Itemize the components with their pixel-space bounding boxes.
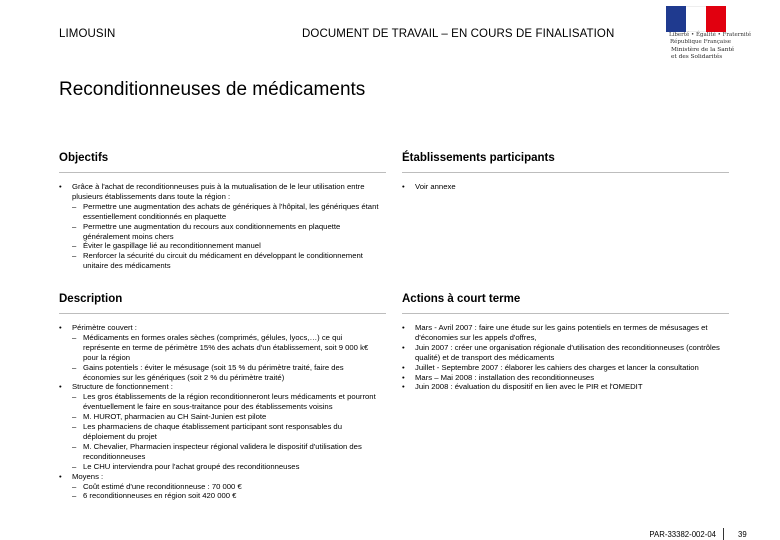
bullet-item: • Périmètre couvert : xyxy=(59,323,381,333)
sub-bullet-item: – Gains potentiels : éviter le mésusage (soit 15 % du périmètre traité, faire des économies sur les génériques (soit 2 % du périmètre traité) xyxy=(59,363,381,383)
document-status: DOCUMENT DE TRAVAIL – EN COURS DE FINALISATION xyxy=(302,28,615,40)
sub-bullet-item: – 6 reconditionneuses en région soit 420 000 € xyxy=(59,491,381,501)
actions-list xyxy=(402,323,724,392)
bullet-item: • Juillet - Septembre 2007 : élaborer les cahiers des charges et lancer la consultation xyxy=(402,363,724,373)
page-title: Reconditionneuses de médicaments xyxy=(59,79,366,100)
region-label: LIMOUSIN xyxy=(59,28,116,40)
ministry-logo xyxy=(664,6,752,60)
logo-ministry: Ministère de la Santé et des Solidarités xyxy=(671,47,735,60)
bullet-item: • Juin 2007 : créer une organisation régionale d'utilisation des reconditionneuses (contrôles qualité) et de transport des médicaments xyxy=(402,343,724,363)
marianne-flag-icon xyxy=(666,6,726,32)
sub-bullet-item: – M. Chevalier, Pharmacien inspecteur régional validera le dispositif d'utilisation des reconditionneuses xyxy=(59,442,381,462)
bullet-item: • Voir annexe xyxy=(402,182,724,192)
actions-heading: Actions à court terme xyxy=(402,293,521,305)
logo-motto: Liberté • Égalité • Fraternité xyxy=(669,32,752,38)
page-number: 39 xyxy=(738,530,747,539)
sub-bullet-item: – Coût estimé d'une reconditionneuse : 70 000 € xyxy=(59,482,381,492)
etablissements-list xyxy=(402,182,724,192)
bullet-item: • Mars - Avril 2007 : faire une étude sur les gains potentiels en termes de mésusages et d'économies sur les appels d'offres, xyxy=(402,323,724,343)
actions-divider xyxy=(402,313,729,314)
description-heading: Description xyxy=(59,293,123,305)
footer-divider xyxy=(723,528,724,540)
sub-bullet-item: – Renforcer la sécurité du circuit du médicament en développant le conditionnement unitaire des médicaments xyxy=(59,251,381,271)
bullet-item: • Juin 2008 : évaluation du dispositif en lien avec le PIR et l'OMEDIT xyxy=(402,382,724,392)
logo-republic: République Française xyxy=(670,39,732,45)
sub-bullet-item: – Les gros établissements de la région reconditionneront leurs médicaments et pourront éventuellement le faire en sous-traitance pour des établissements voisins xyxy=(59,392,381,412)
sub-bullet-item: – Permettre une augmentation du recours aux conditionnements en plaquette généralement moins chers xyxy=(59,222,381,242)
sub-bullet-item: – Médicaments en formes orales sèches (comprimés, gélules, lyocs,…) ce qui représente en terme de périmètre 15% des achats d'un établissement, soit 9 000 k€ pour la région xyxy=(59,333,381,363)
sub-bullet-item: – Éviter le gaspillage lié au reconditionnement manuel xyxy=(59,241,381,251)
bullet-item: • Moyens : xyxy=(59,472,381,482)
etablissements-divider xyxy=(402,172,729,173)
sub-bullet-item: – Le CHU interviendra pour l'achat groupé des reconditionneuses xyxy=(59,462,381,472)
etablissements-heading: Établissements participants xyxy=(402,152,555,164)
objectifs-list xyxy=(59,182,381,271)
description-list xyxy=(59,323,381,501)
objectifs-divider xyxy=(59,172,386,173)
sub-bullet-item: – Permettre une augmentation des achats de génériques à l'hôpital, les génériques étant essentiellement conditionnés en plaquette xyxy=(59,202,381,222)
document-reference: PAR-33382-002-04 xyxy=(649,530,716,539)
bullet-item: • Grâce à l'achat de reconditionneuses puis à la mutualisation de le leur utilisation entre plusieurs établissements dans toute la région : xyxy=(59,182,381,202)
objectifs-heading: Objectifs xyxy=(59,152,109,164)
sub-bullet-item: – M. HUROT, pharmacien au CH Saint-Junien est pilote xyxy=(59,412,381,422)
bullet-item: • Mars – Mai 2008 : installation des reconditionneuses xyxy=(402,373,724,383)
description-divider xyxy=(59,313,386,314)
sub-bullet-item: – Les pharmaciens de chaque établissement participant sont responsables du déploiement du projet xyxy=(59,422,381,442)
bullet-item: • Structure de fonctionnement : xyxy=(59,382,381,392)
